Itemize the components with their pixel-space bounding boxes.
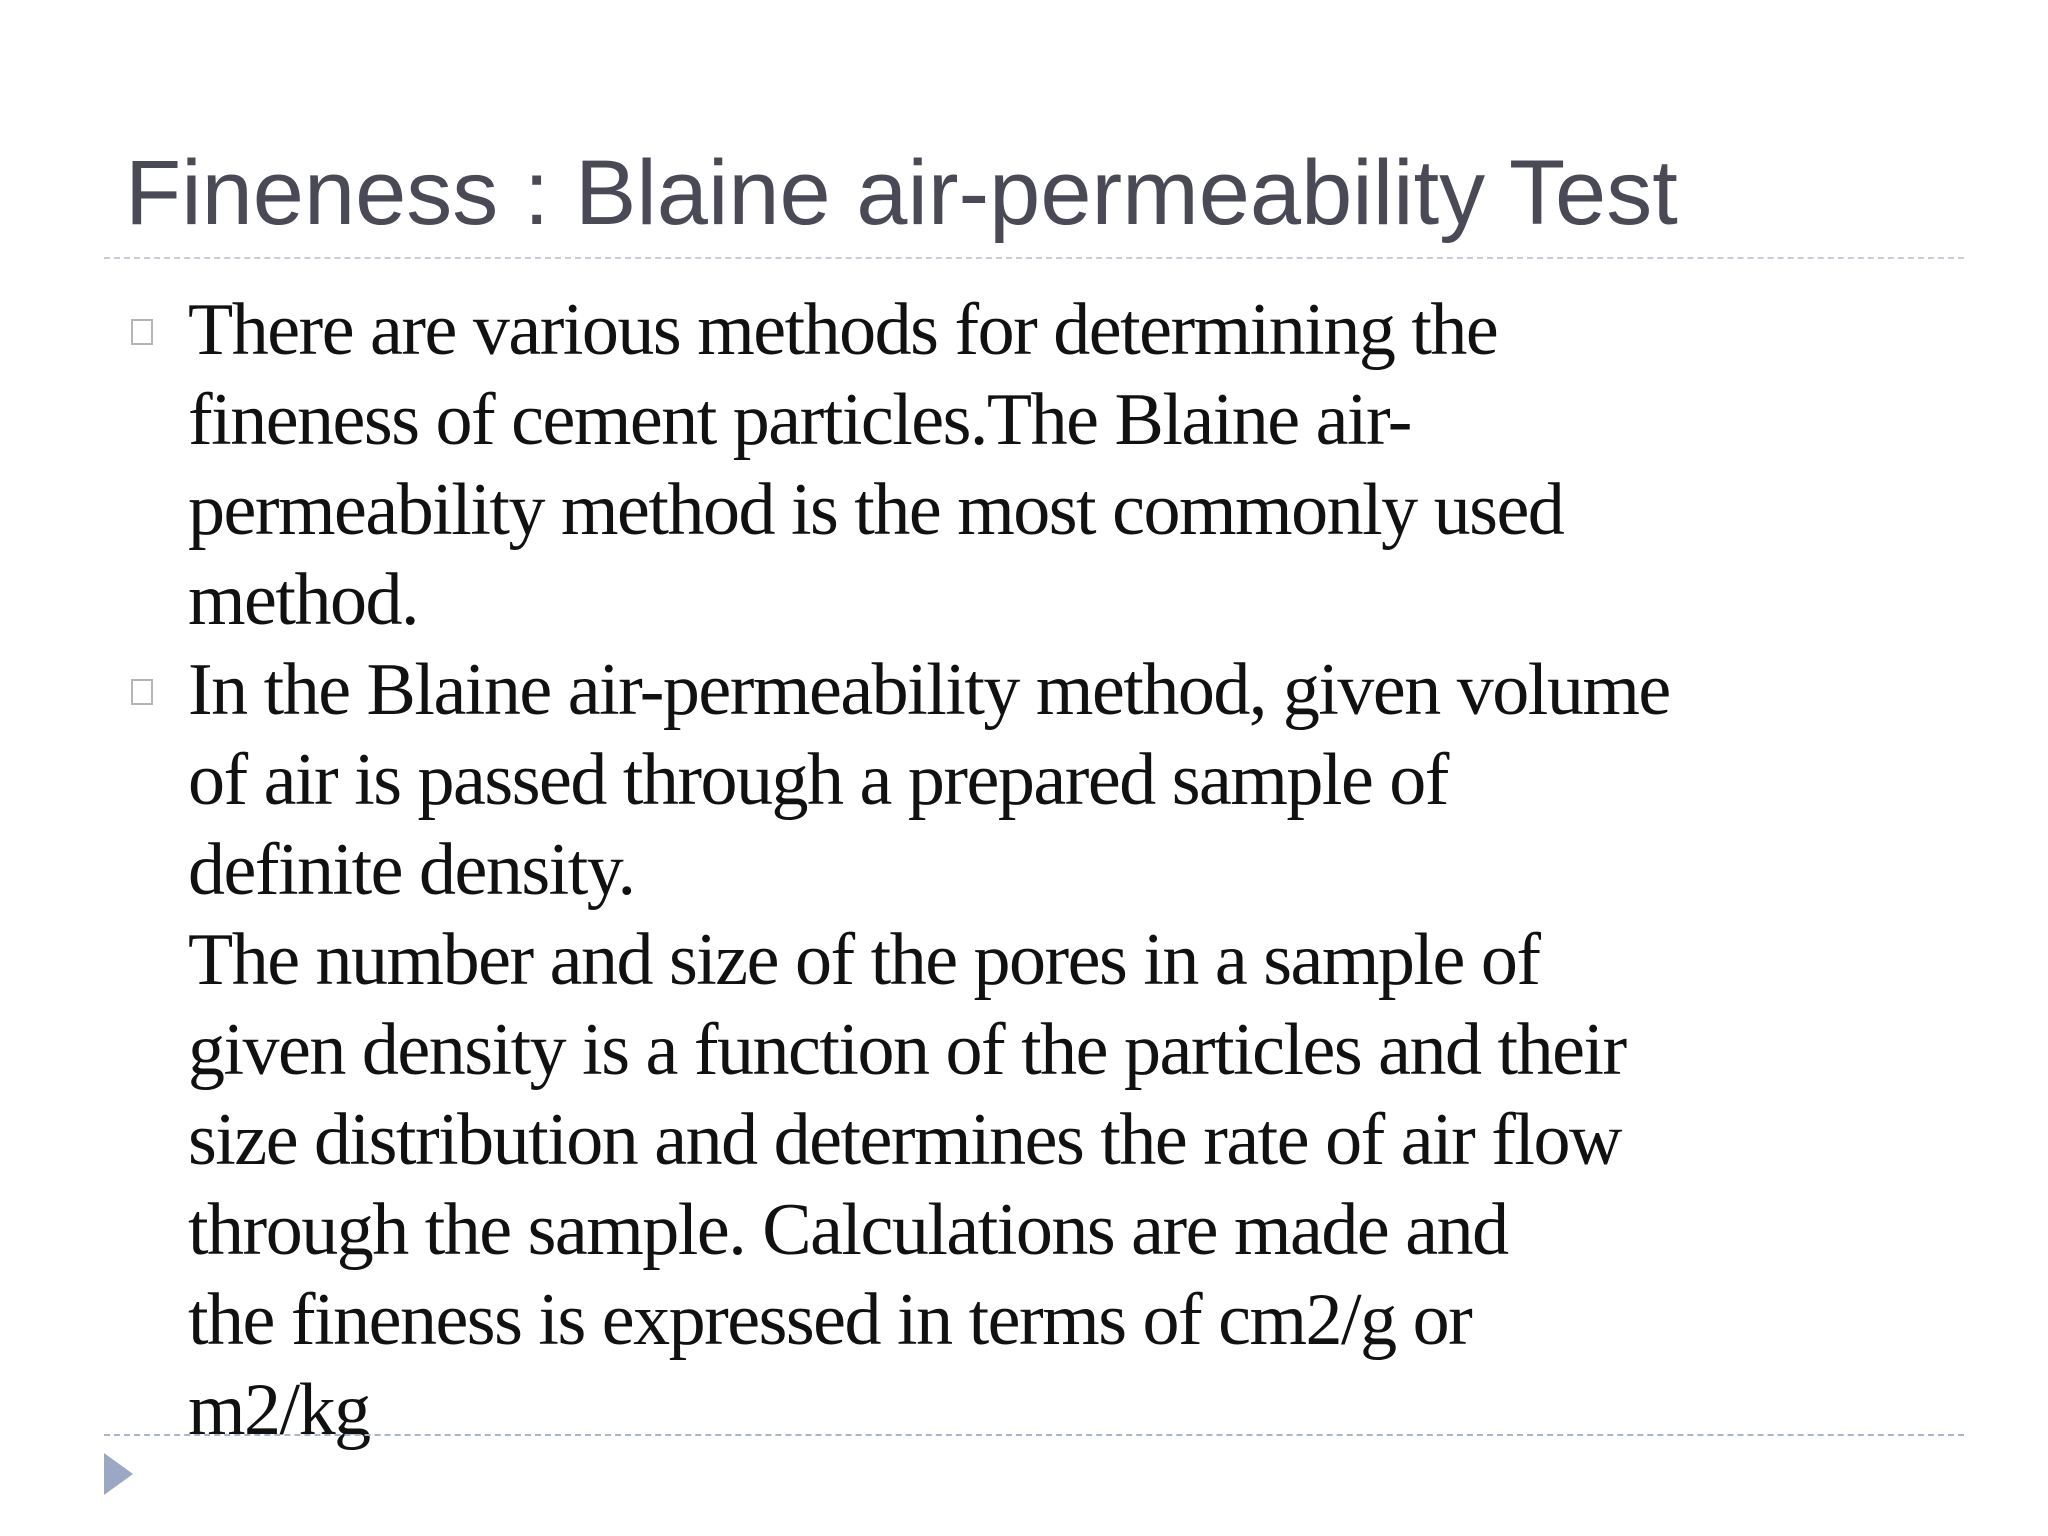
text-line: permeability method is the most commonly used	[188, 469, 1564, 551]
text-line: the fineness is expressed in terms of cm2/g or	[188, 1279, 1472, 1361]
footer-divider	[104, 1434, 1964, 1436]
text-line: fineness of cement particles.The Blaine air-	[188, 379, 1411, 461]
text-line: size distribution and determines the rate of air flow	[188, 1099, 1621, 1181]
text-line: m2/kg	[188, 1369, 370, 1451]
square-bullet-icon	[131, 679, 153, 705]
slide-title: Fineness : Blaine air-permeability Test	[125, 142, 1678, 244]
square-bullet-icon	[131, 319, 153, 345]
text-line: In the Blaine air-permeability method, given volume	[188, 649, 1670, 731]
text-line: definite density.	[188, 829, 635, 911]
paragraph-3	[188, 915, 1948, 1455]
text-line: of air is passed through a prepared sample of	[188, 739, 1448, 821]
text-line: The number and size of the pores in a sample of	[188, 919, 1540, 1001]
slide-body	[188, 285, 1948, 1455]
paragraph-1	[188, 285, 1948, 645]
text-line: given density is a function of the particles and their	[188, 1009, 1626, 1091]
text-line: through the sample. Calculations are made and	[188, 1189, 1508, 1271]
paragraph-2	[188, 645, 1948, 915]
title-divider	[104, 257, 1964, 259]
text-line: method.	[188, 559, 418, 641]
triangle-right-icon	[104, 1453, 133, 1495]
text-line: There are various methods for determining the	[188, 289, 1498, 371]
